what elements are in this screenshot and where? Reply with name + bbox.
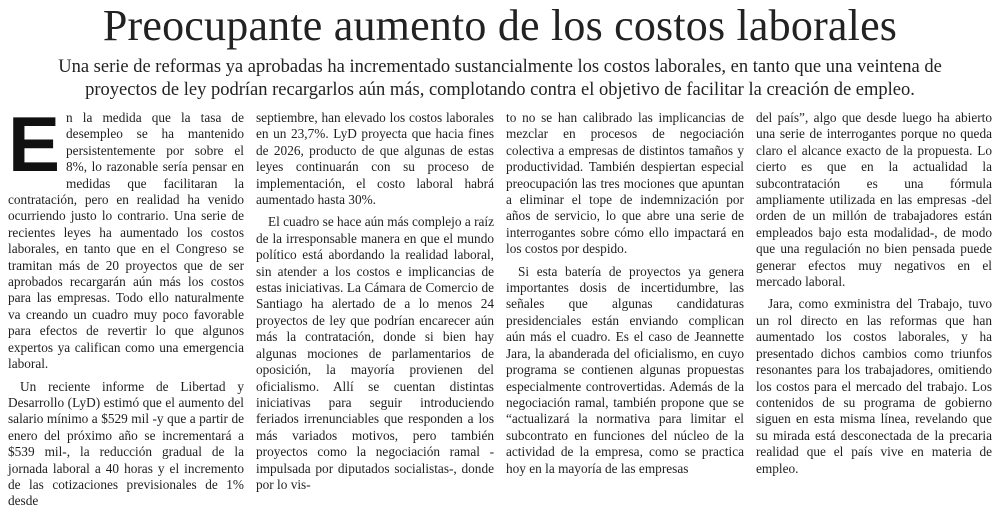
article-column-4: [756, 110, 992, 476]
deck-subheadline: Una serie de reformas ya aprobadas ha incrementado sustancialmente los costos laborales, en tanto que una veintena de proyectos de ley podrían recargarlos aún más, complotando contra el objetivo de facilitar la creación de empleo.: [58, 57, 942, 100]
paragraph: Un reciente informe de Libertad y Desarrollo (LyD) estimó que el aumento del salario mínimo a $529 mil -y que a partir de enero del próximo año se incrementará a $539 mil-, la reducción gradual de la jornada laboral a 40 horas y el incremento de las cotizaciones previsionales de 1% desde: [8, 378, 244, 509]
paragraph: Si esta batería de proyectos ya genera importantes dosis de incertidumbre, las señales que algunas candidaturas presidenciales están enviando complican aún más el cuadro. Es el caso de Jeannette Jara, la abanderada del oficialismo, en cuyo programa se contienen algunas propuestas especialmente controvertidas. Además de la negociación ramal, también propone que se “actualizará la normativa para limitar el subcontrato en funciones del núcleo de la actividad de la empresa, como se practica hoy en la mayoría de las empresas: [506, 263, 744, 476]
paragraph: del país”, algo que desde luego ha abierto una serie de interrogantes porque no queda claro el alcance exacto de la propuesta. Lo cierto es que en la actualidad la subcontratación es una fórmula ampliamente utilizada en las empresas -del orden de un millón de trabajadores están empleados bajo esta modalidad-, de modo que una regulación no bien pensada puede generar efectos muy negativos en el mercado laboral.: [756, 110, 992, 290]
paragraph: to no se han calibrado las implicancias de mezclar en procesos de negociación colectiva a empresas de distintos tamaños y productividad. También despiertan especial preocupación las tres mociones que apuntan a eliminar el tope de indemnización por años de servicio, lo que abre una serie de interrogantes sobre cómo ello impactará en los costos por despido.: [506, 110, 744, 257]
paragraph: [8, 100, 244, 373]
article-column-1: [8, 100, 244, 509]
paragraph: El cuadro se hace aún más complejo a raíz de la irresponsable manera en que el mundo político está abordando la realidad laboral, sin atender a los costos e implicancias de estas iniciativas. La Cámara de Comercio de Santiago ha alertado de a lo menos 24 proyectos de ley que podrían encarecer aún más la contratación, donde si bien hay algunas mociones de parlamentarios de oposición, la mayoría provienen del oficialismo. Allí se cuentan distintas iniciativas para seguir introduciendo feriados irrenunciables que responden a los más variados motivos, pero también proyectos como la negociación ramal -impulsada por diputados socialistas-, donde por lo vis-: [256, 214, 494, 492]
headline: Preocupante aumento de los costos laborales: [102, 1, 898, 50]
article-column-2: [256, 110, 494, 492]
drop-cap: E: [8, 100, 61, 188]
paragraph: Jara, como exministra del Trabajo, tuvo un rol directo en las reformas que han aumentado los costos laborales, y ha presentado dichos cambios como triunfos resonantes para los trabajadores, omitiendo los costos para el mercado del trabajo. Los contenidos de su programa de gobierno siguen en esta misma línea, revelando que su mirada está desconectada de la precaria realidad que el país vive en materia de empleo.: [756, 296, 992, 476]
paragraph: septiembre, han elevado los costos laborales en un 23,7%. LyD proyecta que hacia fines de 2026, producto de que algunas de estas leyes continuarán con su proceso de implementación, el costo laboral habrá aumentado hasta 30%.: [256, 110, 494, 208]
article-column-3: [506, 110, 744, 476]
paragraph-text: n la medida que la tasa de desempleo se ha mantenido persistentemente por sobre el 8%, lo razonable sería pensar en medidas que facilitaran la contratación, pero en realidad ha venido ocurriendo justo lo contrario. Una serie de recientes leyes ha aumentado los costos laborales, en tanto que en el Congreso se tramitan más de 20 proyectos que de ser aprobados recargarán aún más los costos para las empresas. Todo ello naturalmente va creando un cuadro muy poco favorable para efectos de revertir lo que algunos expertos ya califican como una emergencia laboral.: [8, 110, 244, 372]
